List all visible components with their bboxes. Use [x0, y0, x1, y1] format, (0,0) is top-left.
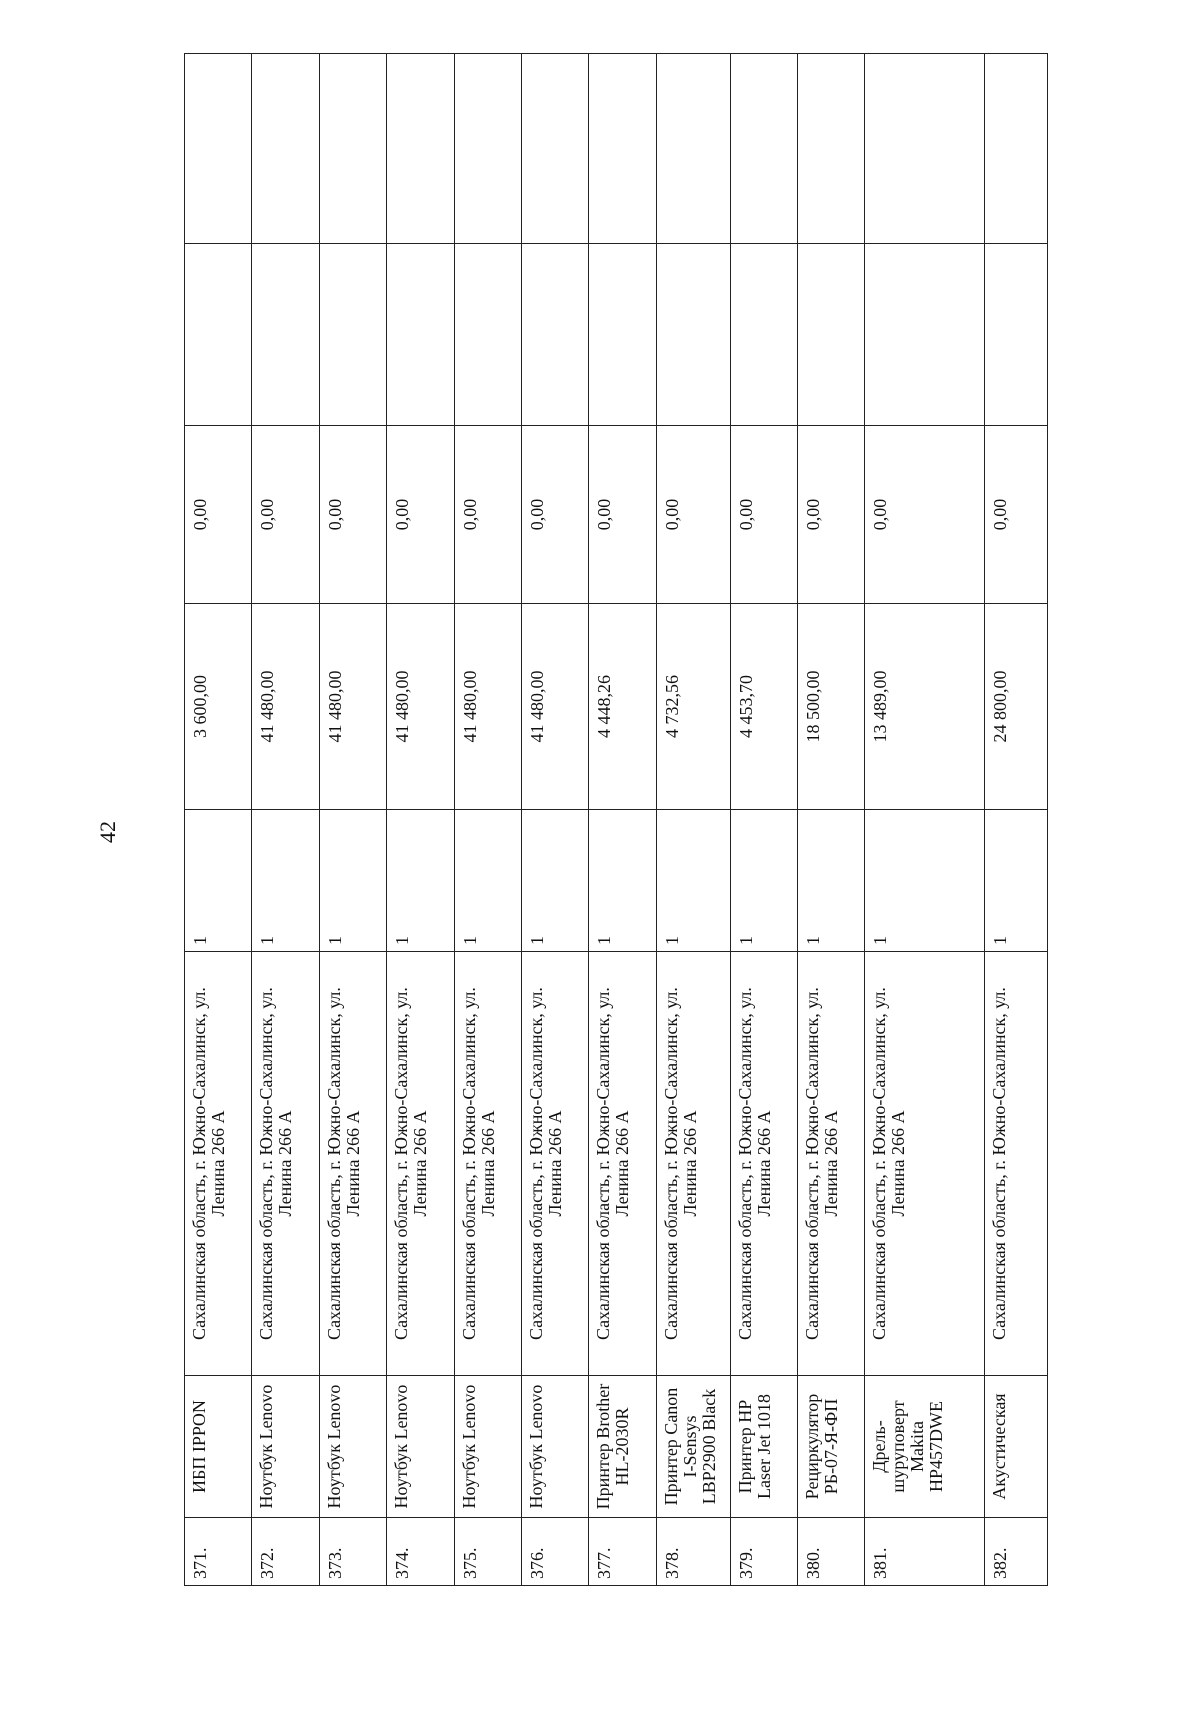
item-quantity: 1 — [797, 810, 864, 952]
table-row — [797, 54, 864, 1586]
empty-cell — [656, 54, 730, 244]
item-quantity: 1 — [521, 810, 588, 952]
item-location: Сахалинская область, г. Южно-Сахалинск, ул. — [984, 952, 1047, 1376]
item-name: Ноутбук Lenovo — [319, 1376, 386, 1518]
item-name: Принтер Canon I-Sensys LBP2900 Black — [656, 1376, 730, 1518]
item-price: 24 800,00 — [984, 604, 1047, 810]
table-row — [521, 54, 588, 1586]
table-row — [387, 54, 454, 1586]
empty-cell — [589, 54, 656, 244]
item-residual-value: 0,00 — [521, 426, 588, 604]
item-location: Сахалинская область, г. Южно-Сахалинск, ул. Ленина 266 А — [797, 952, 864, 1376]
empty-cell — [589, 244, 656, 426]
empty-cell — [521, 244, 588, 426]
item-location: Сахалинская область, г. Южно-Сахалинск, ул. Ленина 266 А — [865, 952, 985, 1376]
item-name: Принтер HP Laser Jet 1018 — [730, 1376, 797, 1518]
row-number: 371. — [185, 1518, 252, 1586]
item-location: Сахалинская область, г. Южно-Сахалинск, ул. Ленина 266 А — [521, 952, 588, 1376]
item-quantity: 1 — [865, 810, 985, 952]
item-residual-value: 0,00 — [185, 426, 252, 604]
empty-cell — [387, 54, 454, 244]
row-number: 382. — [984, 1518, 1047, 1586]
item-price: 4 453,70 — [730, 604, 797, 810]
empty-cell — [252, 244, 319, 426]
item-name: Ноутбук Lenovo — [387, 1376, 454, 1518]
table-row — [185, 54, 252, 1586]
item-quantity: 1 — [589, 810, 656, 952]
row-number: 380. — [797, 1518, 864, 1586]
item-quantity: 1 — [252, 810, 319, 952]
empty-cell — [730, 244, 797, 426]
item-name: Акустическая — [984, 1376, 1047, 1518]
empty-cell — [454, 54, 521, 244]
item-residual-value: 0,00 — [589, 426, 656, 604]
item-price: 4 732,56 — [656, 604, 730, 810]
item-quantity: 1 — [984, 810, 1047, 952]
row-number: 377. — [589, 1518, 656, 1586]
item-price: 41 480,00 — [252, 604, 319, 810]
item-location: Сахалинская область, г. Южно-Сахалинск, ул. Ленина 266 А — [252, 952, 319, 1376]
item-quantity: 1 — [185, 810, 252, 952]
item-price: 13 489,00 — [865, 604, 985, 810]
empty-cell — [865, 54, 985, 244]
item-residual-value: 0,00 — [387, 426, 454, 604]
inventory-table-rotated — [184, 54, 1048, 1586]
item-location: Сахалинская область, г. Южно-Сахалинск, ул. Ленина 266 А — [730, 952, 797, 1376]
table-row — [865, 54, 985, 1586]
empty-cell — [185, 244, 252, 426]
row-number: 375. — [454, 1518, 521, 1586]
table-row — [454, 54, 521, 1586]
item-residual-value: 0,00 — [319, 426, 386, 604]
page-number: 42 — [95, 821, 120, 843]
item-name: Рециркулятор РБ-07-Я-ФП — [797, 1376, 864, 1518]
empty-cell — [319, 54, 386, 244]
empty-cell — [797, 244, 864, 426]
item-residual-value: 0,00 — [730, 426, 797, 604]
empty-cell — [730, 54, 797, 244]
item-price: 41 480,00 — [521, 604, 588, 810]
item-price: 18 500,00 — [797, 604, 864, 810]
item-location: Сахалинская область, г. Южно-Сахалинск, ул. Ленина 266 А — [589, 952, 656, 1376]
empty-cell — [984, 244, 1047, 426]
table-row — [984, 54, 1047, 1586]
item-quantity: 1 — [319, 810, 386, 952]
item-name: Принтер Brother HL-2030R — [589, 1376, 656, 1518]
empty-cell — [521, 54, 588, 244]
item-residual-value: 0,00 — [984, 426, 1047, 604]
empty-cell — [984, 54, 1047, 244]
row-number: 372. — [252, 1518, 319, 1586]
empty-cell — [865, 244, 985, 426]
row-number: 374. — [387, 1518, 454, 1586]
item-residual-value: 0,00 — [454, 426, 521, 604]
item-residual-value: 0,00 — [865, 426, 985, 604]
empty-cell — [252, 54, 319, 244]
item-name: Ноутбук Lenovo — [454, 1376, 521, 1518]
row-number: 373. — [319, 1518, 386, 1586]
item-price: 3 600,00 — [185, 604, 252, 810]
item-location: Сахалинская область, г. Южно-Сахалинск, ул. Ленина 266 А — [319, 952, 386, 1376]
table-row — [589, 54, 656, 1586]
item-price: 41 480,00 — [454, 604, 521, 810]
empty-cell — [185, 54, 252, 244]
item-quantity: 1 — [454, 810, 521, 952]
empty-cell — [656, 244, 730, 426]
empty-cell — [454, 244, 521, 426]
item-location: Сахалинская область, г. Южно-Сахалинск, ул. Ленина 266 А — [387, 952, 454, 1376]
item-quantity: 1 — [656, 810, 730, 952]
item-quantity: 1 — [730, 810, 797, 952]
item-residual-value: 0,00 — [797, 426, 864, 604]
item-location: Сахалинская область, г. Южно-Сахалинск, ул. Ленина 266 А — [185, 952, 252, 1376]
table-row — [319, 54, 386, 1586]
item-price: 4 448,26 — [589, 604, 656, 810]
table-row — [730, 54, 797, 1586]
item-price: 41 480,00 — [387, 604, 454, 810]
row-number: 376. — [521, 1518, 588, 1586]
inventory-table — [184, 53, 1048, 1586]
item-name: Ноутбук Lenovo — [252, 1376, 319, 1518]
row-number: 378. — [656, 1518, 730, 1586]
table-row — [656, 54, 730, 1586]
item-location: Сахалинская область, г. Южно-Сахалинск, ул. Ленина 266 А — [656, 952, 730, 1376]
empty-cell — [797, 54, 864, 244]
row-number: 381. — [865, 1518, 985, 1586]
inventory-table-body — [185, 54, 1048, 1586]
row-number: 379. — [730, 1518, 797, 1586]
empty-cell — [319, 244, 386, 426]
item-quantity: 1 — [387, 810, 454, 952]
item-residual-value: 0,00 — [252, 426, 319, 604]
item-name: Ноутбук Lenovo — [521, 1376, 588, 1518]
table-row — [252, 54, 319, 1586]
item-residual-value: 0,00 — [656, 426, 730, 604]
empty-cell — [387, 244, 454, 426]
item-price: 41 480,00 — [319, 604, 386, 810]
item-name: ИБП IPPON — [185, 1376, 252, 1518]
item-name: Дрель-шуруповерт Makita HP457DWE — [865, 1376, 985, 1518]
item-location: Сахалинская область, г. Южно-Сахалинск, ул. Ленина 266 А — [454, 952, 521, 1376]
